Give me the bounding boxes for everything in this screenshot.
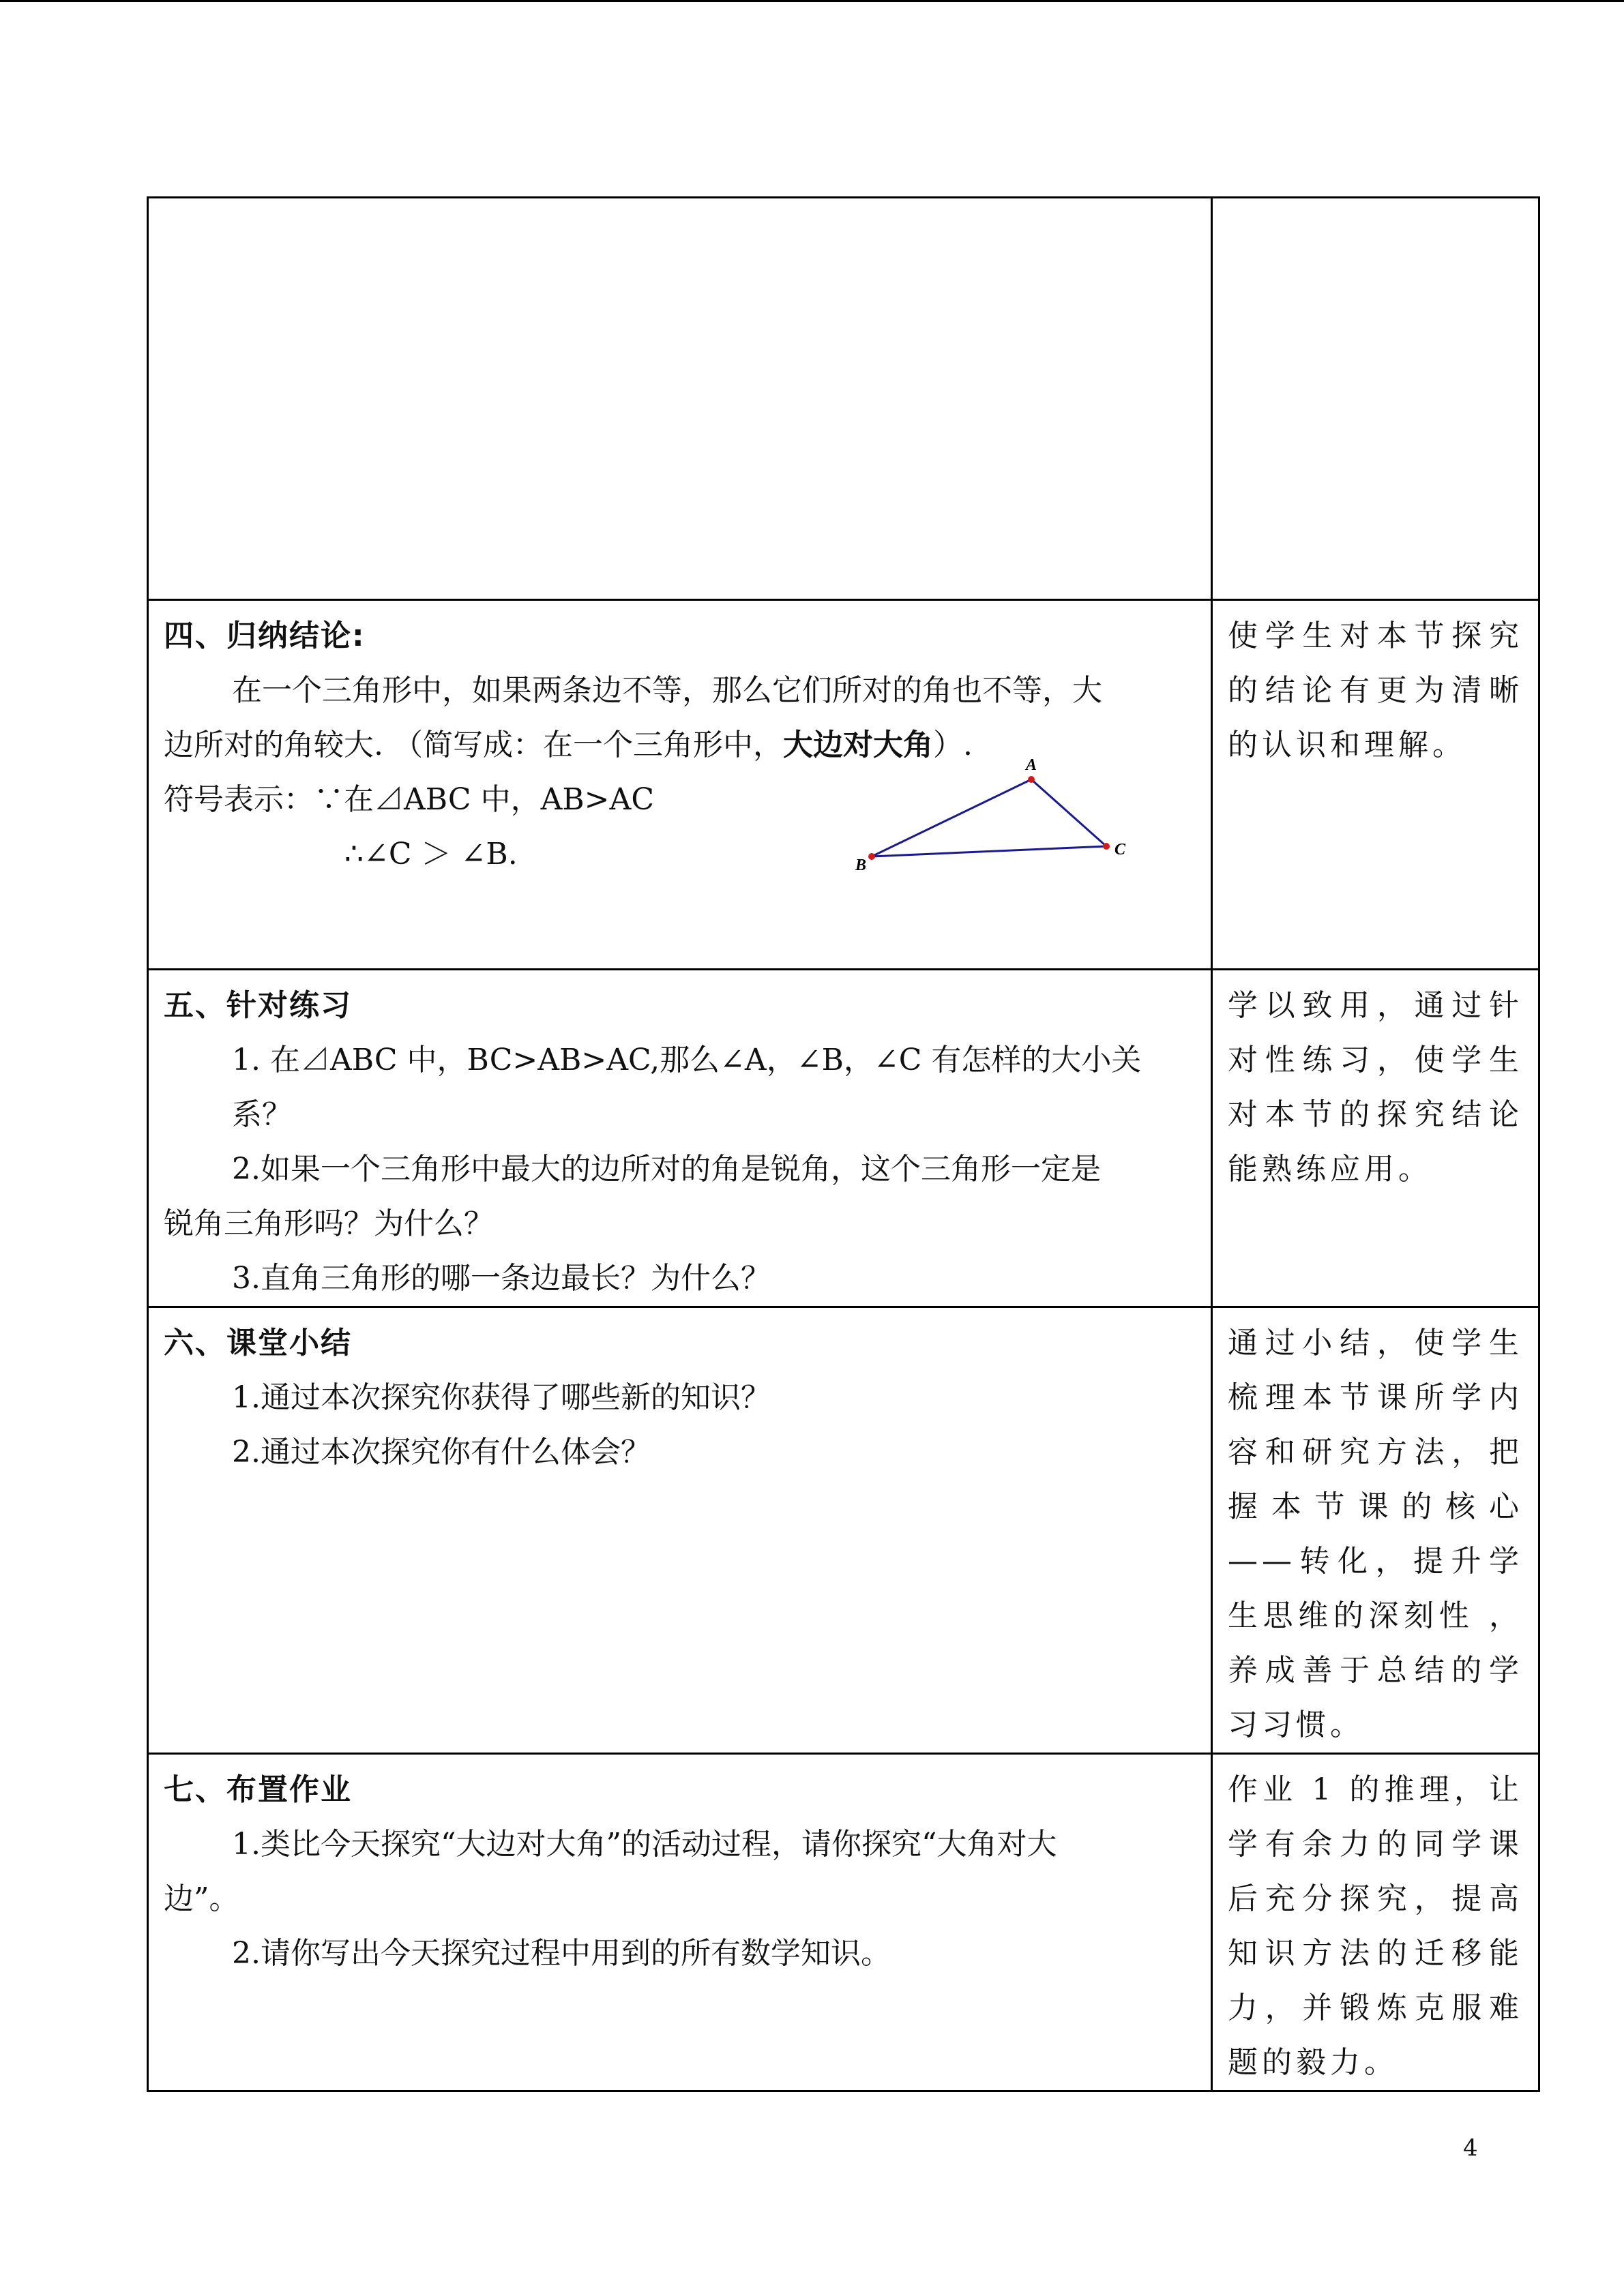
homework-item: 1.类比今天探究“大边对大角”的活动过程，请你探究“大角对大 <box>232 1827 1057 1862</box>
summary-question: 2.通过本次探究你有什么体会？ <box>232 1435 651 1470</box>
teaching-note: 通过小结，使学生梳理本节课所学内容和研究方法，把握本节课的核心——转化，提升学生思维的深刻性 ，养成善于总结的学习习惯。 <box>1228 1326 1523 1742</box>
content-cell <box>148 1754 1212 2091</box>
notes-cell <box>1212 600 1539 970</box>
section-heading: 五、针对练习 <box>164 988 352 1023</box>
section-heading: 四、归纳结论: <box>164 618 366 653</box>
triangle-figure <box>853 745 1153 916</box>
paragraph-text: 在一个三角形中，如果两条边不等，那么它们所对的角也不等，大 <box>232 673 1102 708</box>
table-row-practice <box>148 970 1539 1307</box>
vertex-c-point <box>1103 843 1110 850</box>
table-row-conclusion <box>148 600 1539 970</box>
notes-cell <box>1212 198 1539 600</box>
table-row-homework <box>148 1754 1539 2091</box>
section-heading: 六、课堂小结 <box>164 1326 352 1360</box>
vertex-a-label: A <box>1026 756 1037 774</box>
exercise-item: 1. 在⊿ABC 中，BC>AB>AC,那么∠A，∠B，∠C 有怎样的大小关系？ <box>232 1043 1142 1132</box>
lesson-plan-table <box>147 196 1540 2092</box>
content-cell <box>148 198 1212 600</box>
symbolic-statement: 符号表示：∵在⊿ABC 中，AB>AC <box>164 782 654 817</box>
table-row-empty <box>148 198 1539 600</box>
paragraph-text: 边所对的角较大. （简写成：在一个三角形中，大边对大角）. <box>164 728 973 762</box>
notes-cell <box>1212 1754 1539 2091</box>
vertex-a-point <box>1028 776 1035 783</box>
content-cell <box>148 1307 1212 1754</box>
exercise-item: 3.直角三角形的哪一条边最长？为什么？ <box>232 1261 771 1296</box>
summary-question: 1.通过本次探究你获得了哪些新的知识？ <box>232 1380 771 1415</box>
notes-cell <box>1212 1307 1539 1754</box>
page-top-rule <box>0 0 1624 2</box>
content-cell <box>148 600 1212 970</box>
vertex-b-label: B <box>855 856 867 874</box>
homework-item-continued: 边”。 <box>164 1881 239 1916</box>
symbolic-statement: ∴∠C ＞ ∠B. <box>344 837 518 871</box>
exercise-item: 2.如果一个三角形中最大的边所对的角是锐角，这个三角形一定是 <box>232 1152 1101 1187</box>
content-cell <box>148 970 1212 1307</box>
page-number: 4 <box>1463 2134 1478 2162</box>
emphasis-text: 大边对大角 <box>782 728 933 762</box>
vertex-b-point <box>868 853 875 860</box>
notes-cell <box>1212 970 1539 1307</box>
section-heading: 七、布置作业 <box>164 1772 352 1807</box>
teaching-note: 使学生对本节探究的结论有更为清晰的认识和理解。 <box>1228 618 1523 762</box>
homework-item: 2.请你写出今天探究过程中用到的所有数学知识。 <box>232 1936 891 1971</box>
vertex-c-label: C <box>1114 841 1126 859</box>
table-row-summary <box>148 1307 1539 1754</box>
exercise-item-continued: 锐角三角形吗？为什么？ <box>164 1206 494 1241</box>
triangle-abc <box>872 779 1106 856</box>
teaching-note: 学以致用，通过针对性练习，使学生对本节的探究结论能熟练应用。 <box>1228 988 1523 1187</box>
teaching-note: 作业 1 的推理，让学有余力的同学课后充分探究，提高知识方法的迁移能力，并锻炼克服难题的毅力。 <box>1228 1772 1523 2080</box>
